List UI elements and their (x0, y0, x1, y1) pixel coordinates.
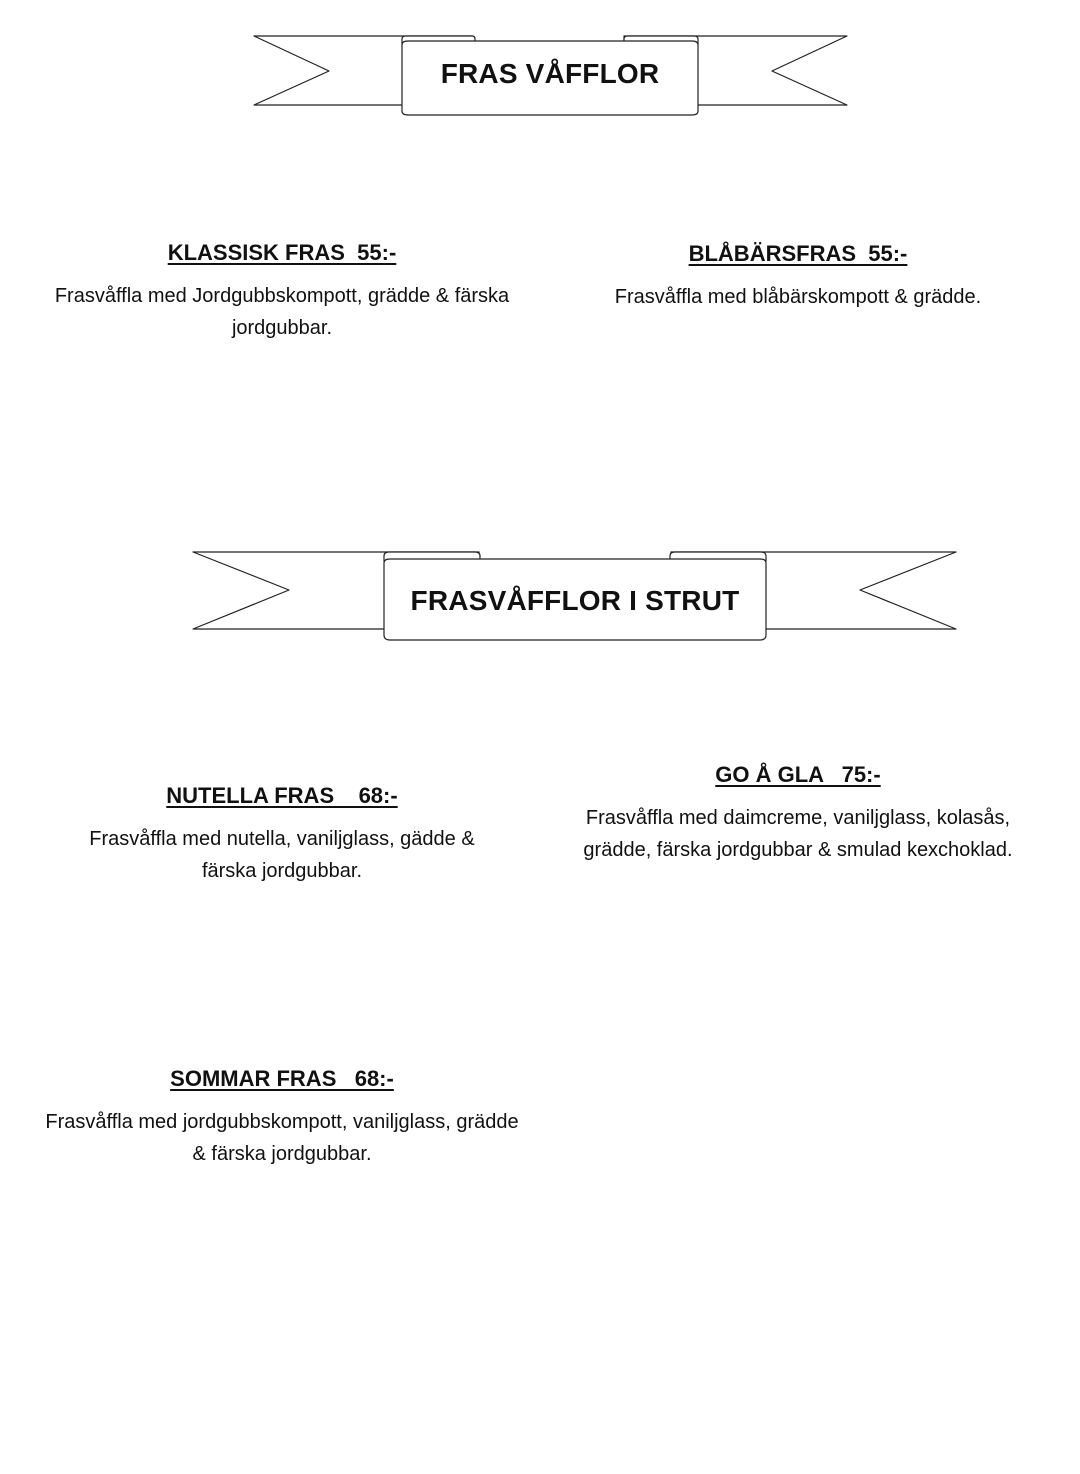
menu-item-title: SOMMAR FRAS 68:- (170, 1066, 394, 1091)
menu-item-blabarsfras (560, 241, 1036, 313)
menu-item-description: Frasvåffla med daimcreme, vaniljglass, kolasås, grädde, färska jordgubbar & smulad kexchoklad. (583, 807, 1013, 861)
menu-item-description: Frasvåffla med jordgubbskompott, vaniljglass, grädde & färska jordgubbar. (45, 1111, 519, 1165)
menu-item-title: BLÅBÄRSFRAS 55:- (688, 241, 908, 266)
menu-item-description: Frasvåffla med blåbärskompott & grädde. (614, 286, 982, 308)
menu-item-klassisk-fras (40, 240, 524, 344)
menu-item-description: Frasvåffla med nutella, vaniljglass, gädde & färska jordgubbar. (89, 828, 475, 882)
section-title: FRAS VÅFFLOR (440, 58, 660, 89)
section-banner-frasvafflor-i-strut (193, 551, 957, 643)
section-title: FRASVÅFFLOR I STRUT (410, 585, 740, 616)
menu-item-sommar-fras (40, 1066, 524, 1170)
menu-item-description: Frasvåffla med Jordgubbskompott, grädde & färska jordgubbar. (54, 285, 510, 339)
menu-item-go-a-gla (560, 762, 1036, 866)
menu-item-title: GO Å GLA 75:- (715, 762, 881, 787)
section-banner-fras-vafflor (254, 35, 848, 117)
menu-item-title: KLASSISK FRAS 55:- (167, 240, 397, 265)
menu-item-nutella-fras (40, 783, 524, 887)
menu-item-title: NUTELLA FRAS 68:- (166, 783, 398, 808)
